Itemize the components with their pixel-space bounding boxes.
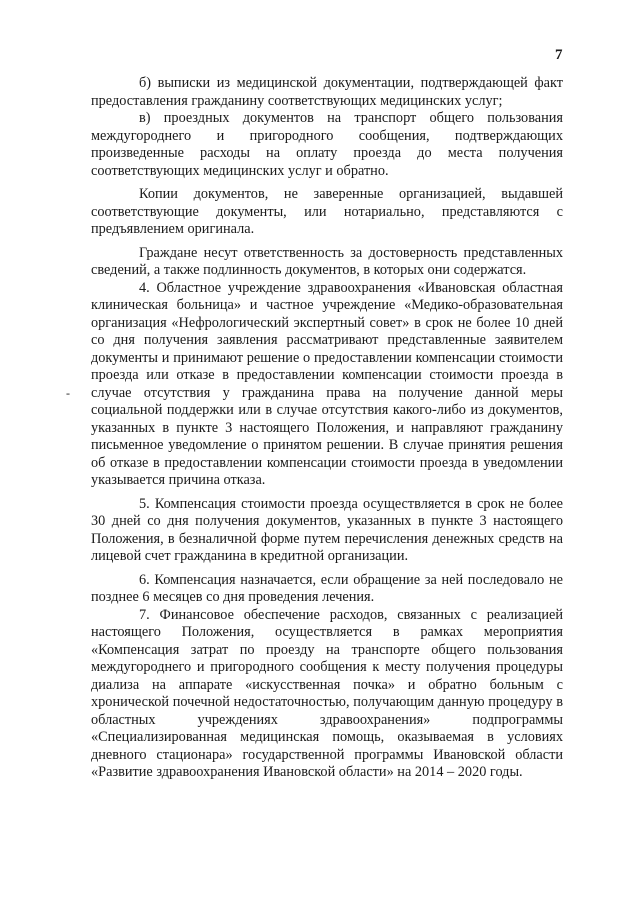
- margin-mark: -: [66, 386, 70, 400]
- paragraph-item-7: 7. Финансовое обеспечение расходов, связанных с реализацией настоящего Положения, осуществляется в рамках мероприятия «Компенсация затрат по проезду на транспорте общего пользования междугороднего и пригородного сообщения к месту получения процедуры диализа на аппарате «искусственная почка» и обратно больным с хронической почечной недостаточностью, получающим данную процедуру в областных учреждениях здравоохранения» подпрограммы «Специализированная медицинская помощь, оказываемая в условиях дневного стационара» государственной программы Ивановской области «Развитие здравоохранения Ивановской области» на 2014 – 2020 годы.: [91, 606, 563, 780]
- paragraph-item-4: 4. Областное учреждение здравоохранения «Ивановская областная клиническая больница» и частное учреждение «Медико-образовательная организация «Нефрологический экспертный совет» в срок не более 10 дней со дня получения заявления рассматривают представленные заявителем документы и принимают решение о предоставлении компенсации стоимости проезда или отказе в предоставлении компенсации стоимости проезда в случае отсутствия у гражданина права на получение данной меры социальной поддержки или в случае отсутствия какого-либо из документов, указанных в пункте 3 настоящего Положения, и направляют гражданину письменное уведомление о принятом решении. В случае принятия решения об отказе в предоставлении компенсации стоимости проезда в уведомлении указывается причина отказа.: [91, 279, 563, 488]
- paragraph-copies: Копии документов, не заверенные организацией, выдавшей соответствующие документы, или нотариально, представляются с предъявлением оригинала.: [91, 186, 563, 237]
- page-number: 7: [555, 47, 563, 63]
- document-body: [91, 75, 563, 782]
- paragraph-responsibility: Граждане несут ответственность за достоверность представленных сведений, а также подлинность документов, в которых они содержатся.: [91, 244, 563, 278]
- paragraph-b-extracts: б) выписки из медицинской документации, подтверждающей факт предоставления гражданину соответствующих медицинских услуг;: [91, 75, 563, 109]
- paragraph-item-5: 5. Компенсация стоимости проезда осуществляется в срок не более 30 дней со дня получения документов, указанных в пункте 3 настоящего Положения, в безналичной форме путем перечисления денежных средств на лицевой счет гражданина в кредитной организации.: [91, 495, 563, 564]
- paragraph-item-6: 6. Компенсация назначается, если обращение за ней последовало не позднее 6 месяцев со дня проведения лечения.: [91, 571, 563, 605]
- paragraph-v-travel-documents: в) проездных документов на транспорт общего пользования междугороднего и пригородного сообщения, подтверждающих произведенные расходы на оплату проезда до места получения соответствующих медицинских услуг и обратно.: [91, 110, 563, 179]
